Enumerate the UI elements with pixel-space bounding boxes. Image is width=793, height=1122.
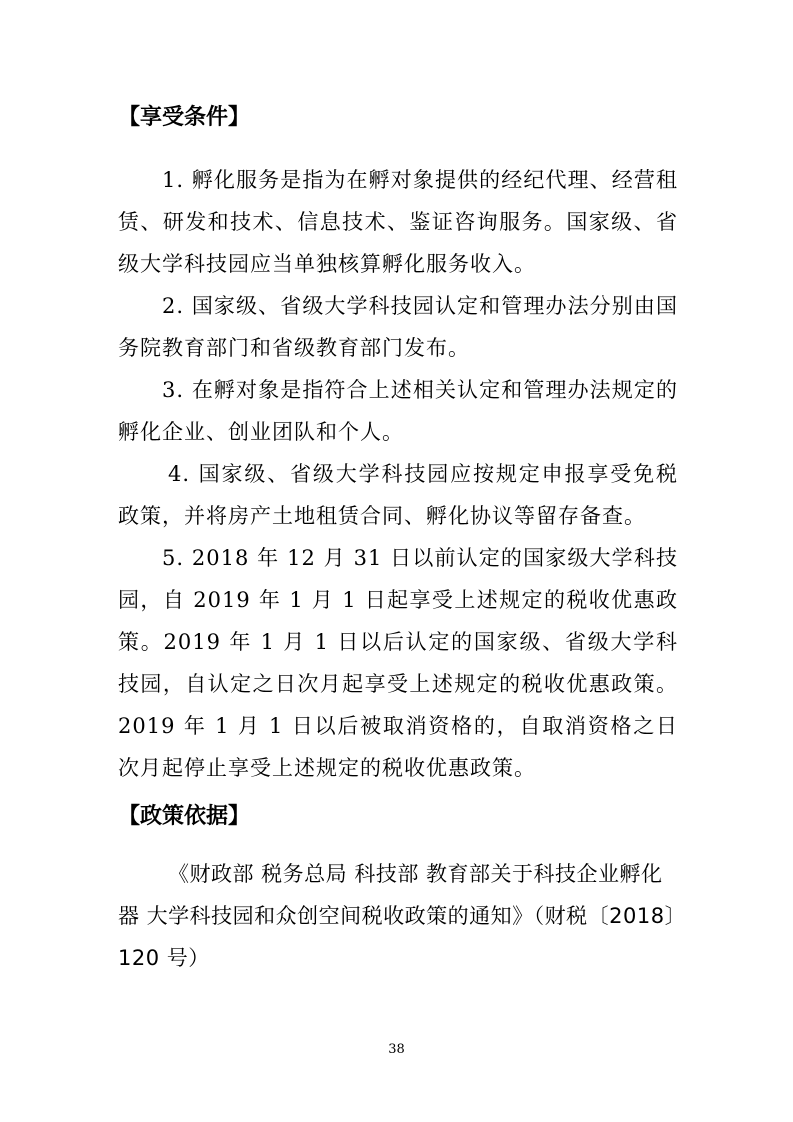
condition-item-5: 5. 2018 年 12 月 31 日以前认定的国家级大学科技园，自 2019 年 1 月 1 日起享受上述规定的税收优惠政策。2019 年 1 月 1 日以后认定的国家级、省级大学科技园，自认定之日次月起享受上述规定的税收优惠政策。2019 年 1 月 1 日以后被取消资格的，自取消资格之日次月起停止享受上述规定的税收优惠政策。 — [118, 546, 678, 780]
condition-item-1: 1. 孵化服务是指为在孵对象提供的经纪代理、经营租赁、研发和技术、信息技术、鉴证咨询服务。国家级、省级大学科技园应当单独核算孵化服务收入。 — [118, 168, 678, 276]
page-number: 38 — [388, 1042, 405, 1057]
condition-item-2: 2. 国家级、省级大学科技园认定和管理办法分别由国务院教育部门和省级教育部门发布。 — [118, 294, 678, 360]
section-heading-policy-basis: 【政策依据】 — [118, 804, 251, 829]
condition-item-3: 3. 在孵对象是指符合上述相关认定和管理办法规定的孵化企业、创业团队和个人。 — [118, 378, 678, 444]
condition-item-4: 4. 国家级、省级大学科技园应按规定申报享受免税政策，并将房产土地租赁合同、孵化协议等留存备查。 — [118, 462, 678, 528]
section-heading-conditions: 【享受条件】 — [118, 105, 251, 130]
policy-basis-text: 《财政部 税务总局 科技部 教育部关于科技企业孵化器 大学科技园和众创空间税收政策的通知》（财税〔2018〕120 号） — [118, 862, 676, 970]
